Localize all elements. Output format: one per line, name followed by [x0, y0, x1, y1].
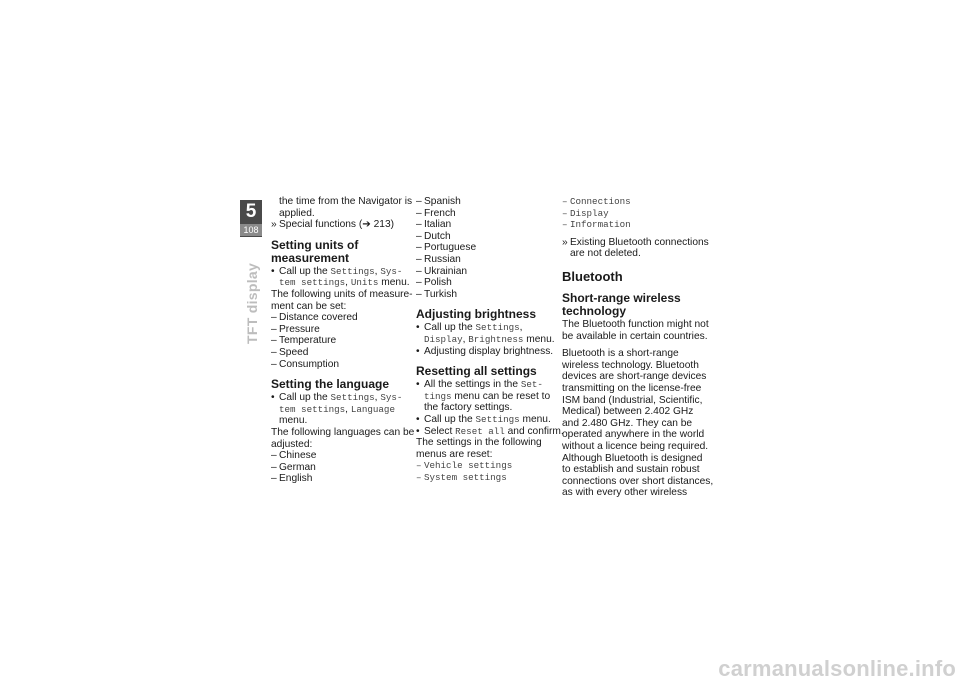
heading-reset: Resetting all settings — [416, 364, 537, 379]
instruction-line: tem settings, Units menu. — [279, 277, 410, 289]
list-item: – Turkish — [416, 289, 554, 301]
instruction-line: • Call up the Settings menu. — [416, 414, 554, 426]
list-item: – German — [271, 462, 409, 474]
text-line: The following units of measure- — [271, 288, 413, 300]
list-item: – Dutch — [416, 231, 554, 243]
instruction-line: tings menu can be reset to — [424, 390, 551, 402]
list-item: – Consumption — [271, 359, 409, 371]
text-line: wireless technology. Bluetooth — [562, 359, 699, 371]
text-line: ISM band (Industrial, Scientific, — [562, 394, 703, 406]
text-line: without a licence being required. — [562, 440, 709, 452]
instruction-line: • All the settings in the Set- — [416, 379, 554, 391]
text-line: as with every other wireless — [562, 487, 688, 499]
heading-language: Setting the language — [271, 377, 390, 392]
text-line: connections over short distances, — [562, 475, 714, 487]
text-line: Although Bluetooth is designed — [562, 452, 703, 464]
text-line: applied. — [279, 207, 315, 219]
list-item: – System settings — [416, 472, 554, 484]
list-item: – Speed — [271, 347, 409, 359]
heading-short-range: Short-range wireless technology — [562, 290, 681, 318]
arrow-right-icon: ➔ — [362, 219, 371, 231]
column-1 — [271, 196, 415, 485]
text-line: are not deleted. — [570, 248, 641, 260]
text-line: Bluetooth is a short-range — [562, 348, 679, 360]
instruction-line: • Call up the Settings, Sys- — [271, 392, 409, 404]
text-line: menus are reset: — [416, 448, 493, 460]
list-item: – French — [416, 208, 554, 220]
list-item: – Display — [562, 208, 704, 220]
heading-bluetooth: Bluetooth — [562, 268, 623, 284]
instruction-line: the factory settings. — [424, 402, 513, 414]
page-number: 108 — [240, 224, 262, 236]
list-item: – Pressure — [271, 324, 409, 336]
list-item: – Russian — [416, 254, 554, 266]
list-item: – Temperature — [271, 335, 409, 347]
text-line: operated anywhere in the world — [562, 429, 705, 441]
list-item: – Portuguese — [416, 242, 554, 254]
chapter-tab — [240, 200, 262, 237]
text-line: and 2.480 GHz. They can be — [562, 417, 693, 429]
text-line: transmitting on the license-free — [562, 382, 702, 394]
watermark: carmanualsonline.info — [718, 656, 956, 681]
cross-reference[interactable]: » Special functions (➔ 213) — [271, 219, 409, 231]
instruction-line: • Adjusting display brightness. — [416, 346, 554, 358]
list-item: – Connections — [562, 196, 704, 208]
instruction-line: menu. — [279, 415, 308, 427]
list-item: – Information — [562, 219, 704, 231]
instruction-line: Display, Brightness menu. — [424, 333, 555, 345]
list-item: – Italian — [416, 219, 554, 231]
list-item: – Spanish — [416, 196, 554, 208]
column-2 — [416, 196, 564, 483]
text-line: devices are short-range devices — [562, 371, 707, 383]
list-item: – English — [271, 473, 409, 485]
instruction-line: • Call up the Settings, — [416, 322, 554, 334]
list-item: – Chinese — [271, 450, 409, 462]
text-line: The settings in the following — [416, 437, 542, 449]
section-side-title: TFT display — [244, 262, 260, 344]
list-item: – Ukrainian — [416, 266, 554, 278]
text-line: » Existing Bluetooth connections — [562, 237, 704, 249]
heading-brightness: Adjusting brightness — [416, 307, 536, 322]
column-3 — [562, 196, 714, 499]
list-item: – Vehicle settings — [416, 460, 554, 472]
text-line: be available in certain countries. — [562, 330, 708, 342]
heading-units: Setting units of measurement — [271, 237, 359, 265]
text-line: to establish and sustain robust — [562, 464, 700, 476]
text-line: Medical) between 2.402 GHz — [562, 406, 694, 418]
instruction-line: tem settings, Language — [279, 403, 395, 415]
chapter-number: 5 — [245, 201, 257, 222]
text-line: The following languages can be — [271, 426, 415, 438]
text-line: ment can be set: — [271, 300, 347, 312]
list-item: – Polish — [416, 277, 554, 289]
list-item: – Distance covered — [271, 312, 409, 324]
instruction-line: • Select Reset all and confirm. — [416, 426, 554, 438]
text-line: The Bluetooth function might not — [562, 318, 709, 330]
text-line: adjusted: — [271, 438, 313, 450]
text-line: the time from the Navigator is — [279, 196, 413, 207]
instruction-line: • Call up the Settings, Sys- — [271, 266, 409, 278]
